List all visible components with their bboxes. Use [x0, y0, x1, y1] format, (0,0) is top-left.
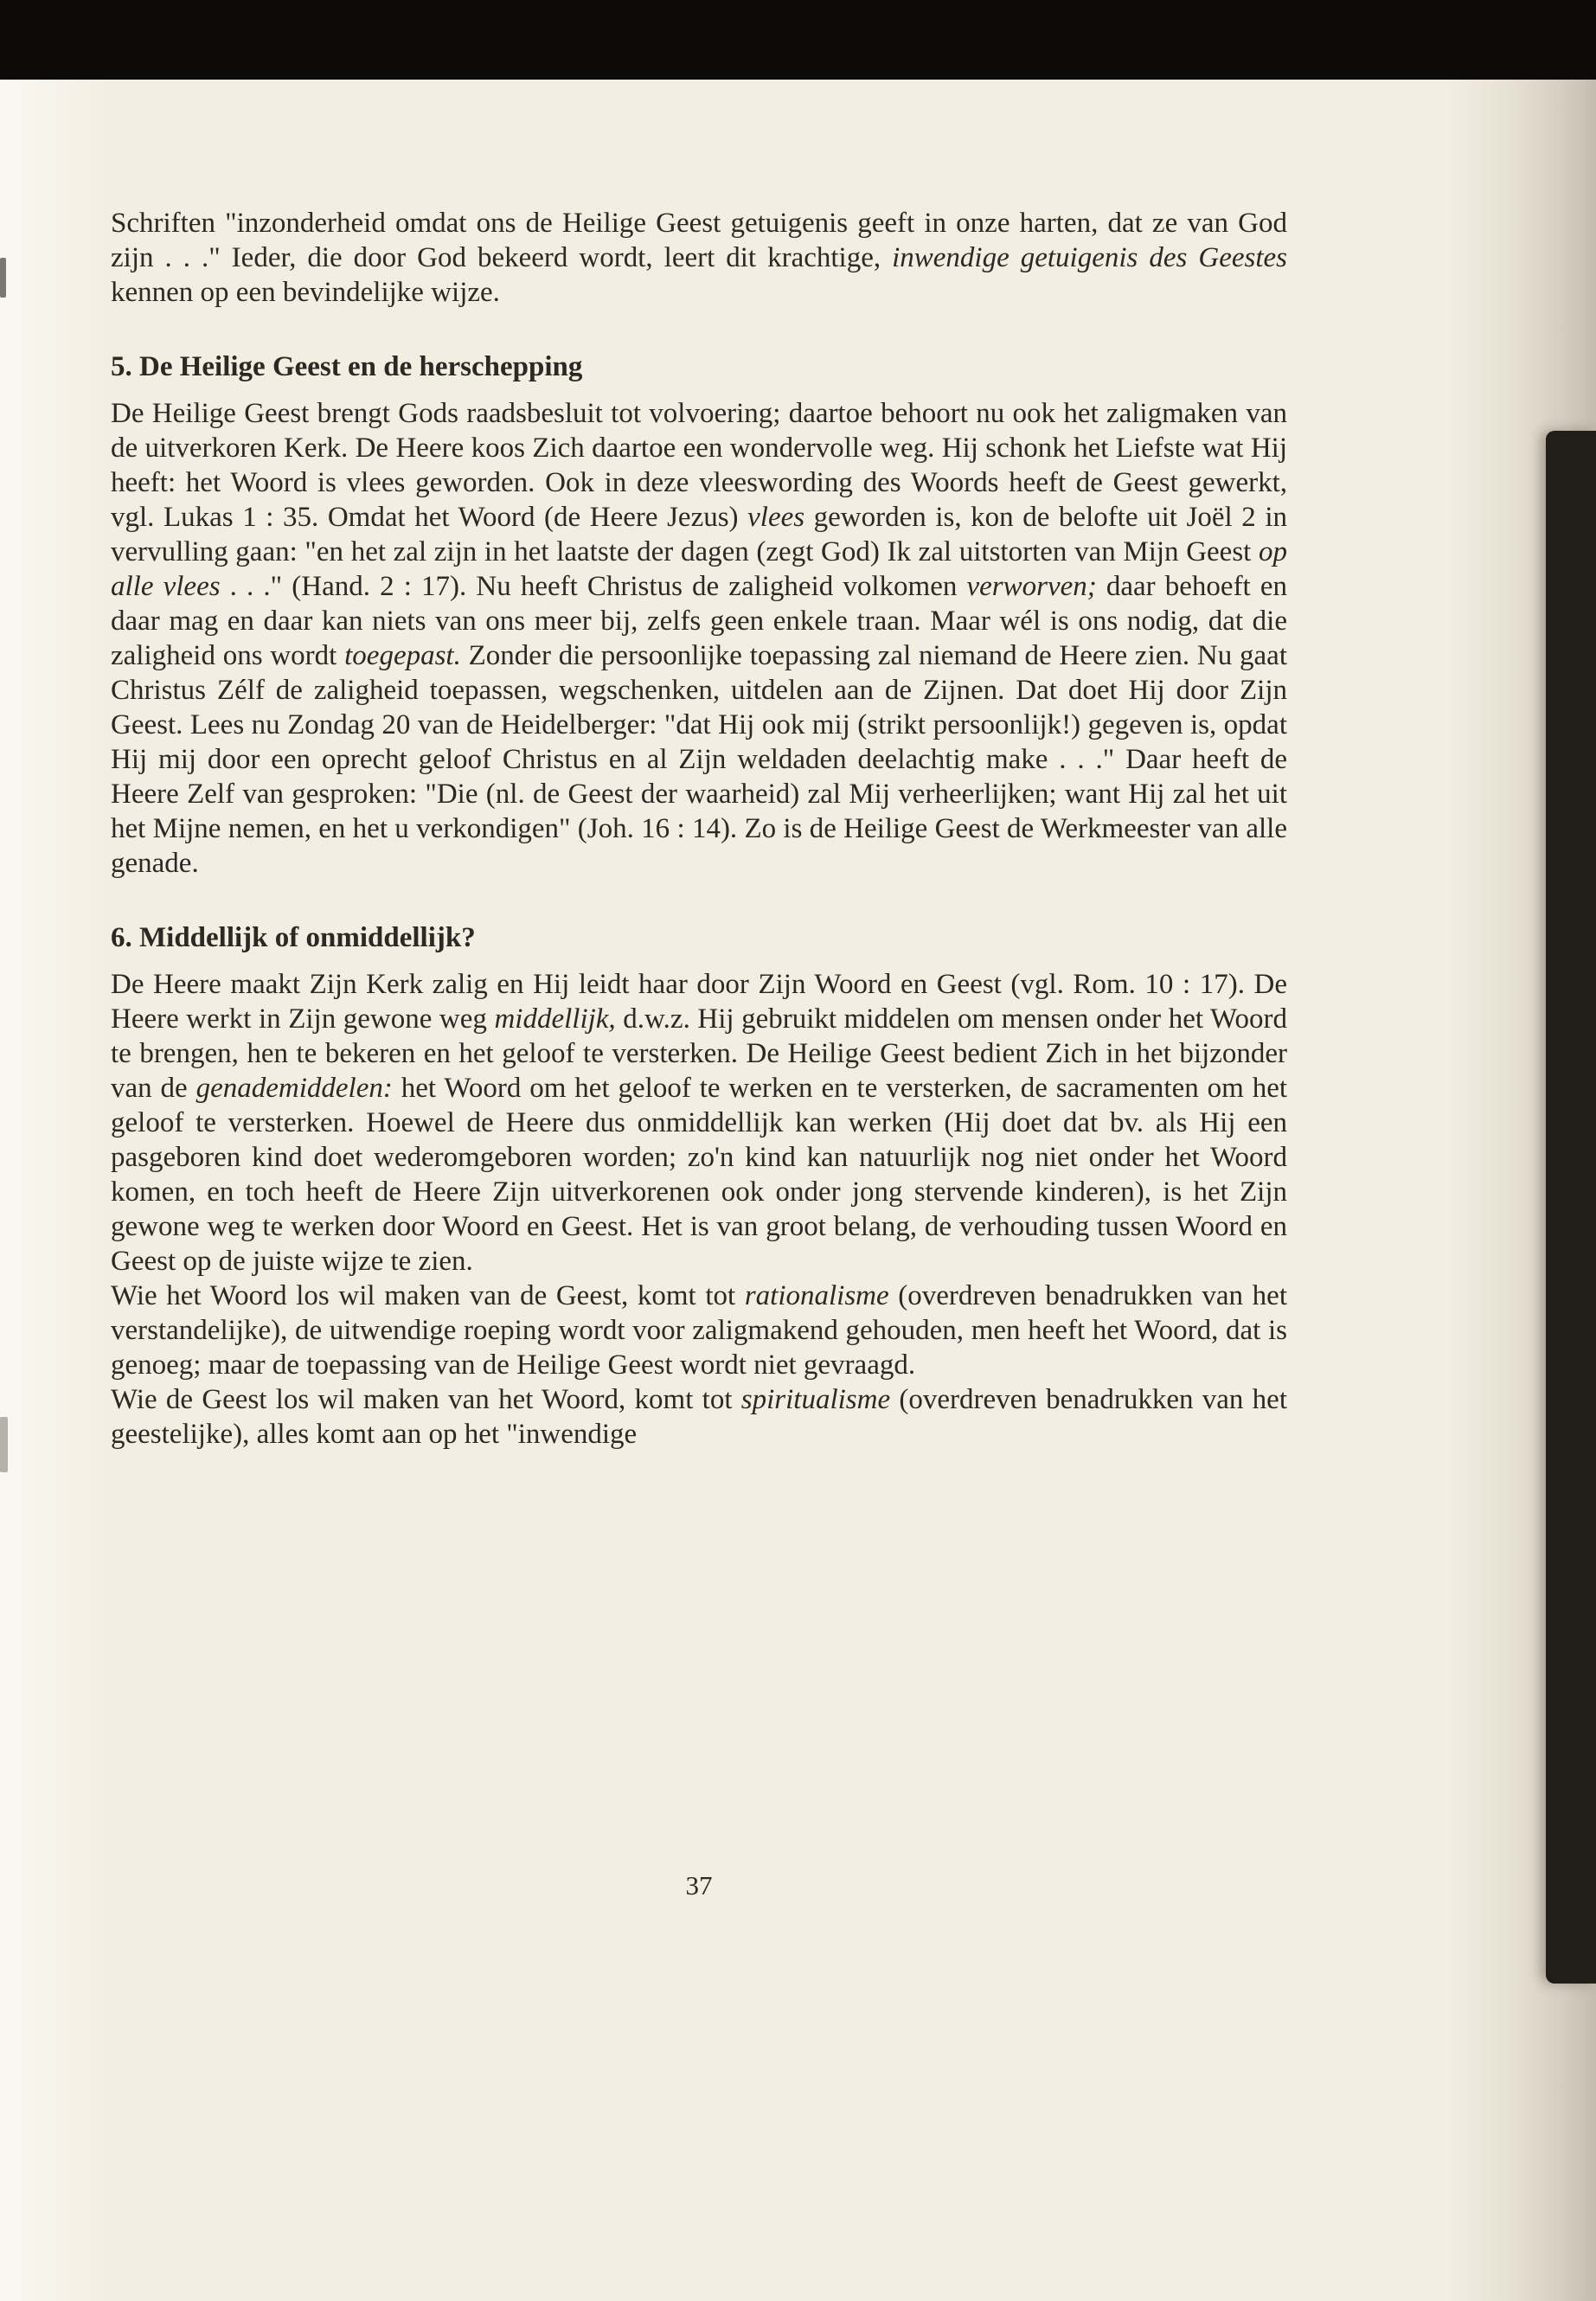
text-run: kennen op een bevindelijke wijze. [111, 277, 500, 308]
text-run: De Heere maakt Zijn Kerk zalig en Hij leidt haar door Zijn Woord en Geest (vgl. Rom. 10 : 17). De Heere werkt in Zijn gewone weg [111, 969, 1287, 1035]
text-run: het Woord om het geloof te werken en te versterken, de sacramenten om het geloof te versterken. Hoewel de Heere dus onmiddellijk kan werken (Hij doet dat bv. als Hij een pasgeboren kind doet wederomgeboren worden; zo'n kind kan natuurlijk nog niet onder het Woord komen, en toch heeft de Heere Zijn uitverkorenen ook onder jong stervende kinderen), is het Zijn gewone weg te werken door Woord en Geest. Het is van groot belang, de verhouding tussen Woord en Geest op de juiste wijze te zien. [111, 1073, 1288, 1277]
italic-text-run: op alle vlees [111, 536, 1287, 602]
text-run: d.w.z. Hij gebruikt middelen om mensen onder het Woord te brengen, hen te bekeren en het geloof te versterken. De Heilige Geest bedient Zich in het bijzonder van de [111, 1003, 1287, 1104]
intro-paragraph [111, 206, 1287, 310]
text-run: (overdreven benadrukken van het geestelijke), alles komt aan op het "inwendige [111, 1384, 1287, 1450]
text-run: Wie het Woord los wil maken van de Geest, komt tot [111, 1280, 745, 1311]
italic-text-run: rationalisme [744, 1280, 889, 1311]
italic-text-run: toegepast. [344, 640, 461, 671]
text-run: (overdreven benadrukken van het verstandelijke), de uitwendige roeping wordt voor zaligmakend gehouden, men heeft het Woord, dat is genoeg; maar de toepassing van de Heilige Geest wordt niet gevraagd. [111, 1280, 1287, 1381]
text-run: geworden is, kon de belofte uit Joël 2 in vervulling gaan: "en het zal zijn in het laatste der dagen (zegt God) Ik zal uitstorten van Mijn Geest [111, 502, 1287, 567]
paragraph [111, 396, 1287, 881]
scan-top-black-band [0, 0, 1596, 80]
page-text-block [111, 206, 1287, 1452]
text-run: De Heilige Geest brengt Gods raadsbesluit tot volvoering; daartoe behoort nu ook het zaligmaken van de uitverkoren Kerk. De Heere koos Zich daartoe een wondervolle weg. Hij schonk het Liefste wat Hij heeft: het Woord is vlees geworden. Ook in deze vleeswording des Woords heeft de Geest gewerkt, vgl. Lukas 1 : 35. Omdat het Woord (de Heere Jezus) [111, 398, 1287, 533]
italic-text-run: inwendige getuigenis des Geestes [892, 242, 1287, 273]
text-run: daar behoeft en daar mag en daar kan niets van ons meer bij, zelfs geen enkele traan. Maar wél is ons nodig, dat die zaligheid ons wordt [111, 571, 1287, 671]
italic-text-run: verworven; [966, 571, 1097, 602]
text-run: Wie de Geest los wil maken van het Woord, komt tot [111, 1384, 741, 1415]
italic-text-run: middellijk, [494, 1003, 616, 1035]
paragraph [111, 1382, 1287, 1452]
text-run: Zonder die persoonlijke toepassing zal niemand de Heere zien. Nu gaat Christus Zélf de zaligheid toepassen, wegschenken, uitdelen aan de Zijnen. Dat doet Hij door Zijn Geest. Lees nu Zondag 20 van de Heidelberger: "dat Hij ook mij (strikt persoonlijk!) gegeven is, opdat Hij mij door een oprecht geloof Christus en al Zijn weldaden deelachtig make . . ." Daar heeft de Heere Zelf van gesproken: "Die (nl. de Geest der waarheid) zal Mij verheerlijken; want Hij zal het uit het Mijne nemen, en het u verkondigen" (Joh. 16 : 14). Zo is de Heilige Geest de Werkmeester van alle genade. [111, 640, 1287, 879]
scan-artifact [0, 258, 6, 298]
scan-left-light-edge [0, 80, 108, 2301]
paragraph [111, 1279, 1287, 1382]
sections-container [111, 349, 1287, 1452]
section-heading: 5. De Heilige Geest en de herschepping [111, 351, 583, 382]
paragraph [111, 967, 1287, 1279]
italic-text-run: genademiddelen: [195, 1073, 393, 1104]
text-run: Schriften "inzonderheid omdat ons de Heilige Geest getuigenis geeft in onze harten, dat ze van God zijn . . ." Ieder, die door God bekeerd wordt, leert dit krachtige, [111, 208, 1287, 273]
italic-text-run: spiritualisme [740, 1384, 891, 1415]
section-heading: 6. Middellijk of onmiddellijk? [111, 922, 476, 953]
scan-artifact [0, 1417, 8, 1472]
scan-right-black-band [1546, 431, 1596, 1984]
italic-text-run: vlees [747, 502, 805, 533]
page-number: 37 [685, 1870, 713, 1900]
text-run: . . ." (Hand. 2 : 17). Nu heeft Christus de zaligheid volkomen [220, 571, 967, 602]
